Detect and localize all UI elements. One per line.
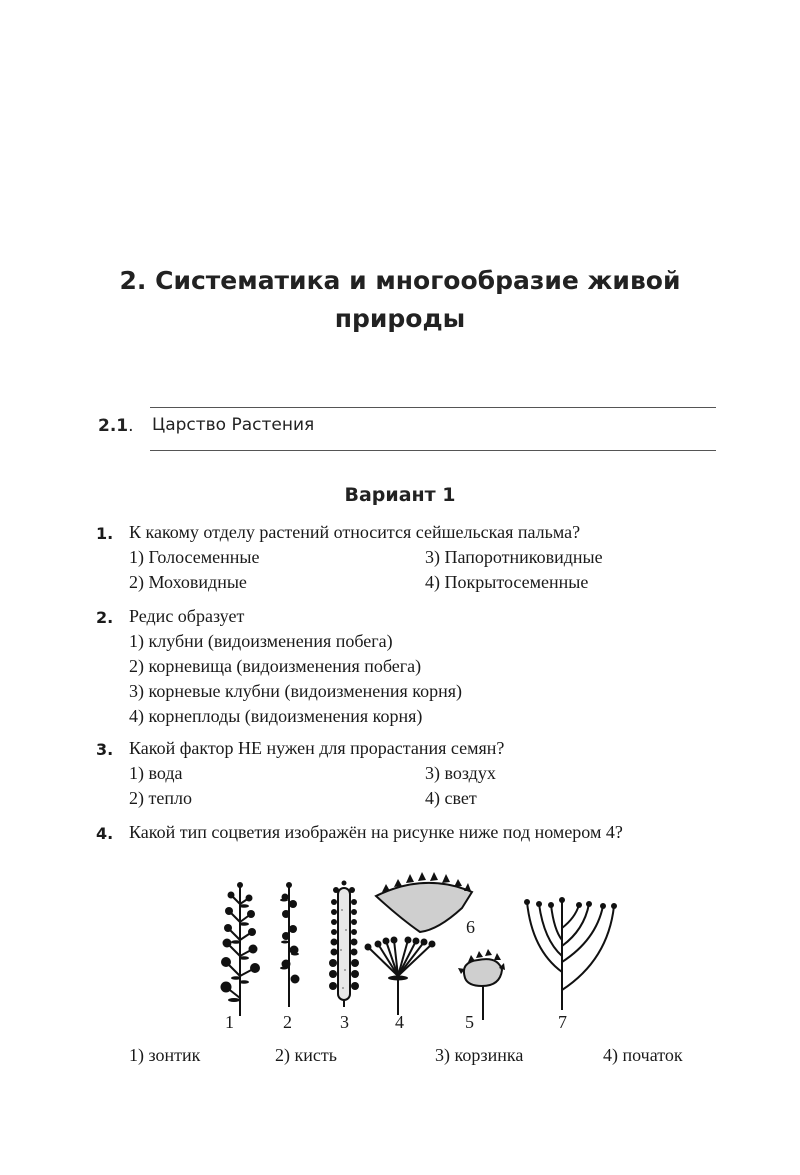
figure-label: 4 xyxy=(395,1012,404,1032)
answer-option: 1) вода xyxy=(129,763,183,783)
answer-option: 4) початок xyxy=(603,1045,683,1065)
inflorescence-3-spadix-drawing xyxy=(329,881,359,1008)
section-number-dot: . xyxy=(128,416,134,436)
answer-option: 2) Моховидные xyxy=(129,572,247,592)
question-number: 1. xyxy=(96,524,114,543)
figure-label: 3 xyxy=(340,1012,349,1032)
question-number: 4. xyxy=(96,824,114,843)
answer-option: 4) корнеплоды (видоизменения корня) xyxy=(129,706,423,726)
chapter-title-line-1: 2. Систематика и многообразие живой xyxy=(119,266,681,295)
answer-option: 2) кисть xyxy=(275,1045,337,1065)
answer-option: 3) воздух xyxy=(425,763,496,783)
figure-label: 7 xyxy=(558,1012,567,1032)
question-text: Редис образует xyxy=(129,606,245,626)
answer-option: 1) зонтик xyxy=(129,1045,201,1065)
figure-label: 6 xyxy=(466,917,475,937)
variant-heading: Вариант 1 xyxy=(344,484,456,506)
question-text: Какой тип соцветия изображён на рисунке ниже под номером 4? xyxy=(129,822,623,842)
figure-label: 5 xyxy=(465,1012,474,1032)
answer-option: 2) тепло xyxy=(129,788,192,808)
question-number: 2. xyxy=(96,608,114,627)
figure-label: 1 xyxy=(225,1012,234,1032)
answer-option: 3) корневые клубни (видоизменения корня) xyxy=(129,681,462,701)
section-number xyxy=(98,416,134,436)
inflorescence-2-spike-drawing xyxy=(280,882,300,1007)
chapter-title-line-2: природы xyxy=(334,304,466,333)
inflorescence-7-corymb-drawing xyxy=(524,897,617,1010)
inflorescence-4-umbel-drawing xyxy=(365,937,436,1016)
section-title: Царство Растения xyxy=(152,415,315,435)
answer-option: 1) Голосеменные xyxy=(129,547,260,567)
question-text: К какому отделу растений относится сейшельская пальма? xyxy=(129,522,581,542)
answer-option: 4) Покрытосеменные xyxy=(425,572,589,592)
question-text: Какой фактор НЕ нужен для прорастания семян? xyxy=(129,738,505,758)
section-number-value: 2.1 xyxy=(98,416,129,436)
question-number: 3. xyxy=(96,740,114,759)
answer-option: 3) корзинка xyxy=(435,1045,524,1065)
answer-option: 2) корневища (видоизменения побега) xyxy=(129,656,422,676)
chapter-title xyxy=(0,262,800,338)
figure-label: 2 xyxy=(283,1012,292,1032)
inflorescence-figure xyxy=(210,870,660,1045)
answer-option: 3) Папоротниковидные xyxy=(425,547,603,567)
answer-option: 1) клубни (видоизменения побега) xyxy=(129,631,393,651)
section-rule-top xyxy=(150,407,716,408)
inflorescence-1-raceme-drawing xyxy=(221,882,261,1016)
inflorescence-5-head-drawing xyxy=(458,949,505,1020)
answer-option: 4) свет xyxy=(425,788,477,808)
inflorescence-6-basket-drawing xyxy=(376,872,472,932)
section-rule-bottom xyxy=(150,450,716,451)
